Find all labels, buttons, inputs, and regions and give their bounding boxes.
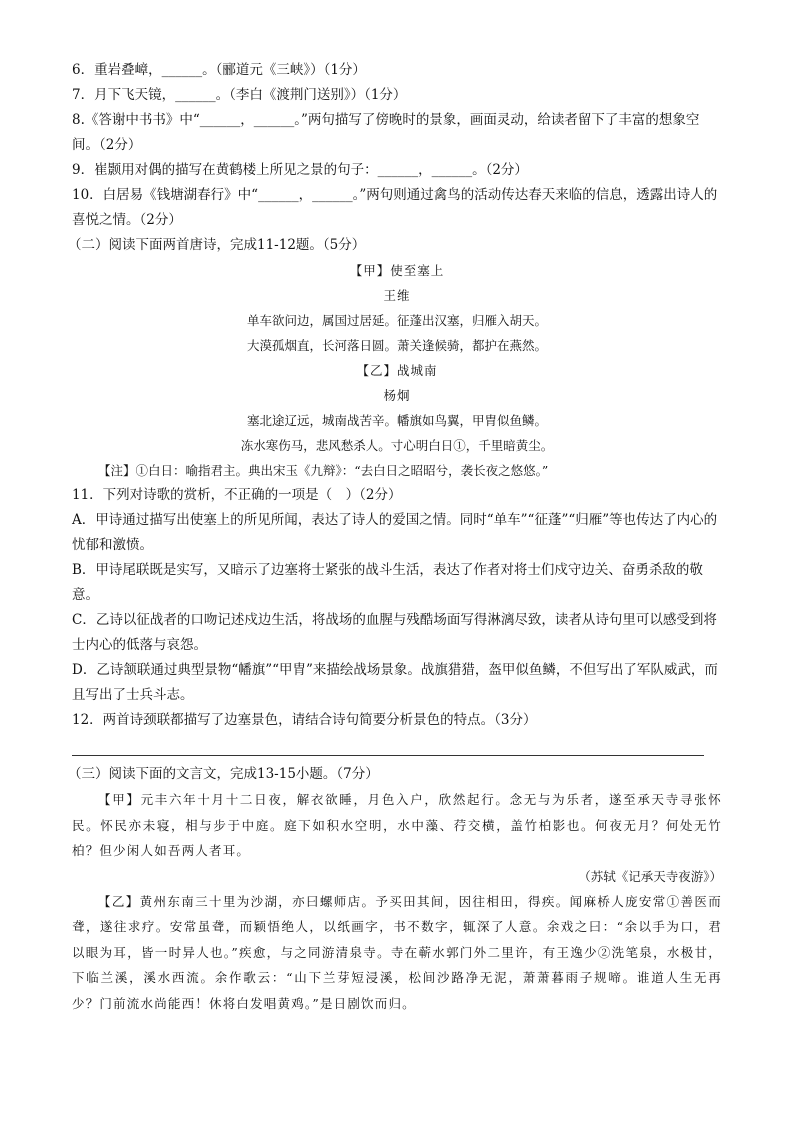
option-d: D．乙诗颔联通过典型景物“幡旗”“甲胄”来描绘战场景象。战旗猎猎，盔甲似鱼鳞，不但写出了军队威武，而且写出了士兵斗志。 bbox=[72, 662, 718, 703]
poem2-line-1: 塞北途辽远，城南战苦辛。幡旗如鸟翼，甲胄似鱼鳞。 bbox=[246, 413, 547, 428]
passage-yi: 【乙】黄州东南三十里为沙湖，亦曰螺师店。予买田其间，因往相田，得疾。闻麻桥人庞安常①善医而聋，遂往求疗。安常虽聋，而颖悟绝人，以纸画字，书不数字，辄深了人意。余戏之曰：“余以手为口，君以眼为耳，皆一时异人也。”疾愈，与之同游清泉寺。寺在蕲水郭门外二里许，有王逸少②洗笔泉，水极甘，下临兰溪，溪水西流。余作歌云：“山下兰芽短浸溪，松间沙路净无泥，萧萧暮雨子规啼。谁道人生无再少？门前流水尚能西！休将白发唱黄鸡。”是日剧饮而归。 bbox=[72, 893, 722, 1011]
option-c: C．乙诗以征战者的口吻记述戍边生活，将战场的血腥与残酷场面写得淋漓尽致，读者从诗句里可以感受到将士内心的低落与哀怨。 bbox=[72, 612, 717, 653]
answer-line[interactable] bbox=[72, 735, 704, 756]
poem1-line-2: 大漠孤烟直，长河落日圆。萧关逢候骑，都护在燕然。 bbox=[246, 338, 547, 353]
passage-jia: 【甲】元丰六年十月十二日夜，解衣欲睡，月色入户，欣然起行。念无与为乐者，遂至承天寺寻张怀民。怀民亦未寝，相与步于中庭。庭下如积水空明，水中藻、荇交横，盖竹柏影也。何夜无月？何处无竹柏？但少闲人如吾两人者耳。 bbox=[72, 792, 722, 858]
poem2-line-2: 冻水寒伤马，悲风愁杀人。寸心明白日①，千里暗黄尘。 bbox=[240, 438, 554, 453]
question-10: 10．白居易《钱塘湖春行》中“______，______。”两句则通过禽鸟的活动传达春天来临的信息，透露出诗人的喜悦之情。（2分） bbox=[72, 187, 718, 228]
option-a: A．甲诗通过描写出使塞上的所见所闻，表达了诗人的爱国之情。同时“单车”“征蓬”“归雁”等也传达了内心的忧郁和激愤。 bbox=[72, 512, 718, 553]
poem-note: 【注】①白日：喻指君主。典出宋玉《九辩》：“去白日之昭昭兮，袭长夜之悠悠。” bbox=[98, 463, 549, 478]
exam-page bbox=[68, 58, 722, 1016]
poem1-author: 王维 bbox=[383, 288, 411, 303]
question-11: 11．下列对诗歌的赏析，不正确的一项是（ ）（2分） bbox=[72, 487, 402, 503]
question-9: 9．崔颢用对偶的描写在黄鹤楼上所见之景的句子：______，______。（2分） bbox=[72, 162, 528, 178]
question-6: 6．重岩叠嶂，______。（郦道元《三峡》）（1分） bbox=[72, 62, 366, 78]
passage-jia-source: （苏轼《记承天寺夜游》） bbox=[578, 868, 722, 884]
section-3-heading: （三）阅读下面的文言文，完成13-15小题。（7分） bbox=[68, 766, 379, 782]
question-12: 12．两首诗颈联都描写了边塞景色，请结合诗句简要分析景色的特点。（3分） bbox=[72, 712, 537, 728]
poem2-author: 杨炯 bbox=[383, 388, 411, 403]
section-2-heading: （二）阅读下面两首唐诗，完成11-12题。（5分） bbox=[68, 237, 366, 253]
poem2-title: 【乙】战城南 bbox=[356, 363, 438, 378]
poem1-line-1: 单车欲问边，属国过居延。征蓬出汉塞，归雁入胡天。 bbox=[246, 313, 547, 328]
poem1-title: 【甲】使至塞上 bbox=[349, 263, 445, 278]
option-b: B．甲诗尾联既是实写，又暗示了边塞将士紧张的战斗生活，表达了作者对将士们戍守边关、奋勇杀敌的敬意。 bbox=[72, 562, 703, 603]
question-8: 8.《答谢中书书》中“______，______。”两句描写了傍晚时的景象，画面灵动，给读者留下了丰富的想象空间。（2分） bbox=[72, 112, 700, 153]
question-7: 7．月下飞天镜，______。（李白《渡荆门送别》）（1分） bbox=[72, 87, 407, 103]
